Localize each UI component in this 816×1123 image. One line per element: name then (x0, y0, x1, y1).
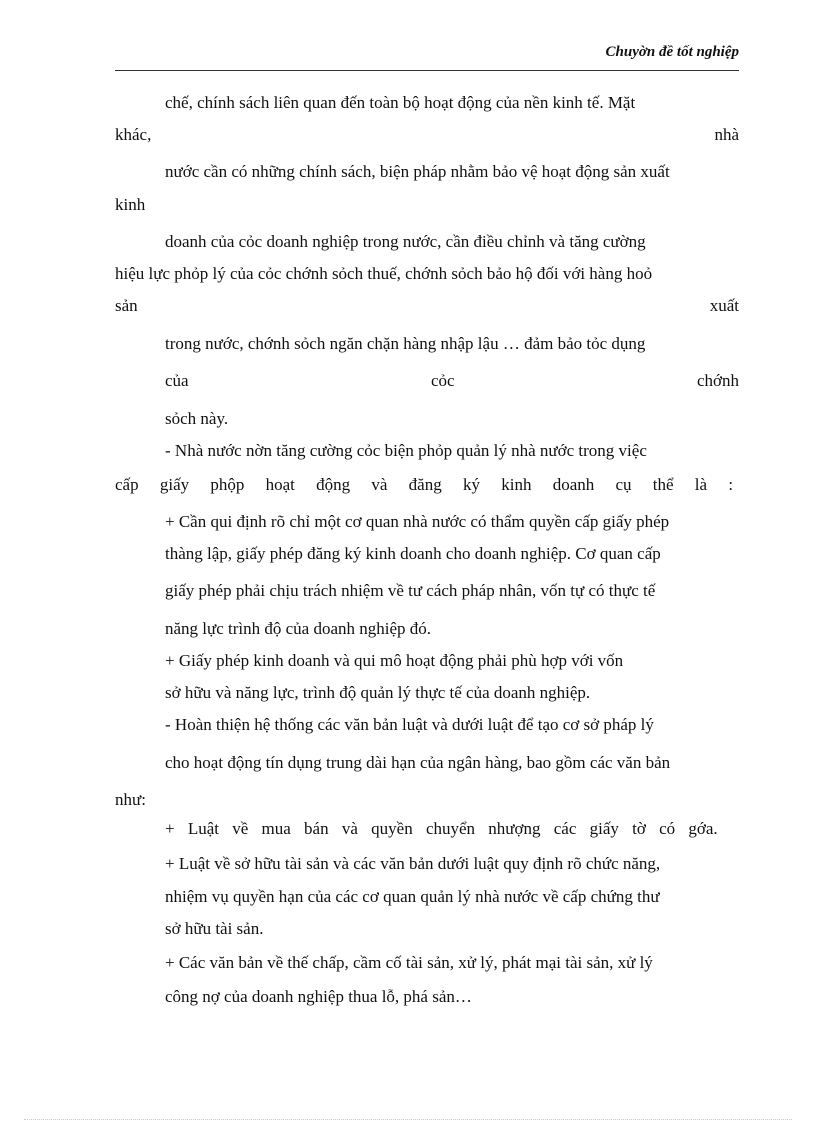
text-line (165, 370, 739, 392)
text-line: sỏch này. (165, 409, 229, 428)
text-line: kinh (115, 195, 146, 214)
text-line: trong nước, chớnh sỏch ngăn chặn hàng nhập lậu … đảm bảo tỏc dụng (165, 334, 646, 353)
text-line: như: (115, 790, 146, 809)
text-line: nước cần có những chính sách, biện pháp nhằm bảo vệ hoạt động sản xuất (165, 162, 670, 181)
text-line: + Các văn bản về thế chấp, cầm cố tài sản, xử lý, phát mại tài sản, xử lý (165, 953, 653, 972)
footer-divider (24, 1119, 792, 1120)
text-line: sở hữu và năng lực, trình độ quản lý thực tế của doanh nghiệp. (165, 683, 591, 702)
text-word: xuất (709, 296, 739, 315)
text-line: + Luật về sở hữu tài sản và các văn bản dưới luật quy định rõ chức năng, (165, 854, 661, 873)
page-header-title: Chuyờn đề tốt nghiệp (605, 44, 739, 60)
text-line: + Cần qui định rõ chỉ một cơ quan nhà nước có thẩm quyền cấp giấy phép (165, 512, 670, 531)
text-word: sản (115, 296, 138, 315)
text-line: + Luật về mua bán và quyền chuyển nhượng các giấy tờ có gớa. (165, 819, 718, 838)
text-word: cỏc (430, 371, 455, 390)
text-line: năng lực trình độ của doanh nghiệp đó. (165, 619, 432, 638)
text-line: cấp giấy phộp hoạt động và đăng ký kinh doanh cụ thể là : (115, 475, 734, 494)
text-word: nhà (714, 125, 739, 144)
text-line (115, 295, 739, 317)
text-line: sở hữu tài sản. (165, 919, 264, 938)
text-line: hiệu lực phỏp lý của cỏc chớnh sỏch thuế, chớnh sỏch bảo hộ đối với hàng hoỏ (115, 264, 653, 283)
text-line: + Giấy phép kinh doanh và qui mô hoạt động phải phù hợp với vốn (165, 651, 624, 670)
text-line: công nợ của doanh nghiệp thua lỗ, phá sản… (165, 987, 472, 1006)
text-line: cho hoạt động tín dụng trung dài hạn của ngân hàng, bao gồm các văn bản (165, 753, 671, 772)
text-line (115, 124, 739, 146)
text-line: doanh của cỏc doanh nghiệp trong nước, cần điều chỉnh và tăng cường (165, 232, 646, 251)
text-line: - Hoàn thiện hệ thống các văn bản luật và dưới luật để tạo cơ sở pháp lý (165, 715, 654, 734)
text-word: chớnh (696, 371, 739, 390)
text-word: khác, (115, 125, 152, 144)
header-divider (115, 70, 739, 71)
text-line: nhiệm vụ quyền hạn của các cơ quan quản lý nhà nước về cấp chứng thư (165, 887, 660, 906)
text-line: - Nhà nước nờn tăng cường cỏc biện phỏp quản lý nhà nước trong việc (165, 441, 647, 460)
text-line: giấy phép phải chịu trách nhiệm về tư cách pháp nhân, vốn tự có thực tế (165, 581, 656, 600)
text-line: chế, chính sách liên quan đến toàn bộ hoạt động của nền kinh tế. Mặt (165, 93, 636, 112)
text-line: thàng lập, giấy phép đăng ký kinh doanh cho doanh nghiệp. Cơ quan cấp (165, 544, 661, 563)
text-word: của (165, 371, 189, 390)
